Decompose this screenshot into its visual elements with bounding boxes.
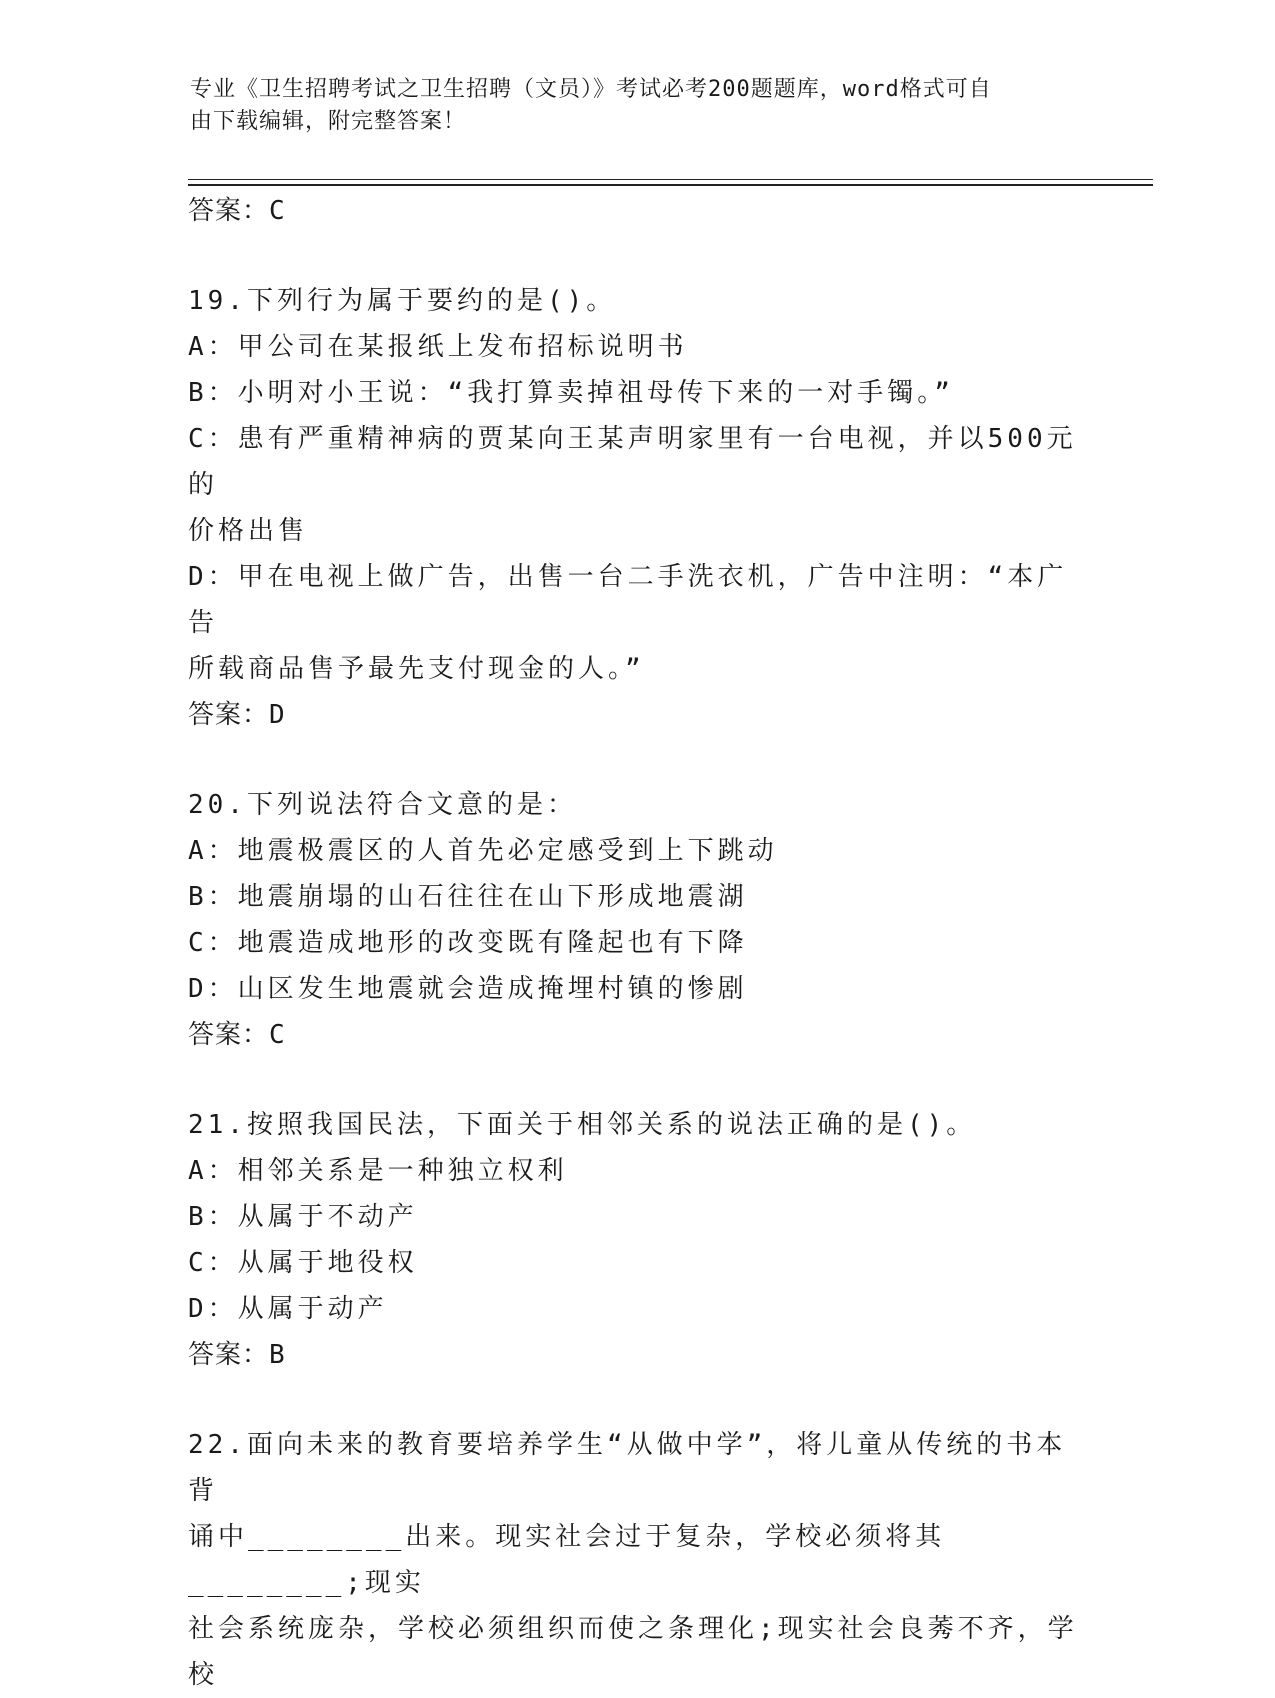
answer-line	[188, 692, 1088, 738]
page-header	[190, 74, 1070, 138]
header-rule-thin	[188, 179, 1153, 180]
option-line: C：患有严重精神病的贾某向王某声明家里有一台电视，并以500元的	[188, 424, 1077, 500]
option-line: A：相邻关系是一种独立权利	[188, 1156, 568, 1186]
option-line: B：从属于不动产	[188, 1202, 418, 1232]
header-line-1: 专业《卫生招聘考试之卫生招聘（文员）》考试必考200题题库，word格式可自	[190, 77, 992, 102]
option-line: 所载商品售予最先支付现金的人。”	[188, 654, 645, 684]
question-block	[188, 1102, 1088, 1378]
question-stem-line: 诵中________出来。现实社会过于复杂，学校必须将其________;现实	[188, 1522, 946, 1598]
option-line: D：山区发生地震就会造成掩埋村镇的惨剧	[188, 974, 748, 1004]
question-stem-line: 社会系统庞杂，学校必须组织而使之条理化;现实社会良莠不齐，学校	[188, 1614, 1078, 1690]
answer-line	[188, 1332, 1088, 1378]
option-line: A：地震极震区的人首先必定感受到上下跳动	[188, 836, 778, 866]
option-line: D：从属于动产	[188, 1294, 388, 1324]
header-rule-thick	[188, 184, 1153, 186]
answer-value: D	[269, 700, 286, 730]
answer-line	[188, 188, 1088, 234]
answer-label: 答案：	[188, 196, 270, 226]
option-line: 价格出售	[188, 516, 309, 546]
question-list	[188, 188, 1088, 1698]
question-block	[188, 782, 1088, 1058]
question-stem-line: 22.面向未来的教育要培养学生“从做中学”，将儿童从传统的书本背	[188, 1430, 1067, 1506]
option-line: D：甲在电视上做广告，出售一台二手洗衣机，广告中注明：“本广告	[188, 562, 1068, 638]
option-line: A：甲公司在某报纸上发布招标说明书	[188, 332, 688, 362]
answer-label: 答案：	[188, 1340, 270, 1370]
answer-value: B	[269, 1340, 286, 1370]
question-block	[188, 1422, 1088, 1698]
question-stem-line: 19.下列行为属于要约的是()。	[188, 286, 617, 316]
answer-value: C	[269, 196, 286, 226]
answer-line	[188, 1012, 1088, 1058]
header-line-2: 由下载编辑，附完整答案！	[190, 109, 467, 134]
question-block	[188, 278, 1088, 738]
answer-label: 答案：	[188, 1020, 270, 1050]
option-line: B：小明对小王说：“我打算卖掉祖母传下来的一对手镯。”	[188, 378, 954, 408]
option-line: C：地震造成地形的改变既有隆起也有下降	[188, 928, 748, 958]
question-stem-line: 21.按照我国民法，下面关于相邻关系的说法正确的是()。	[188, 1110, 977, 1140]
answer-label: 答案：	[188, 700, 270, 730]
question-stem-line: 20.下列说法符合文意的是：	[188, 790, 577, 820]
answer-value: C	[269, 1020, 286, 1050]
option-line: C：从属于地役权	[188, 1248, 418, 1278]
option-line: B：地震崩塌的山石往往在山下形成地震湖	[188, 882, 748, 912]
